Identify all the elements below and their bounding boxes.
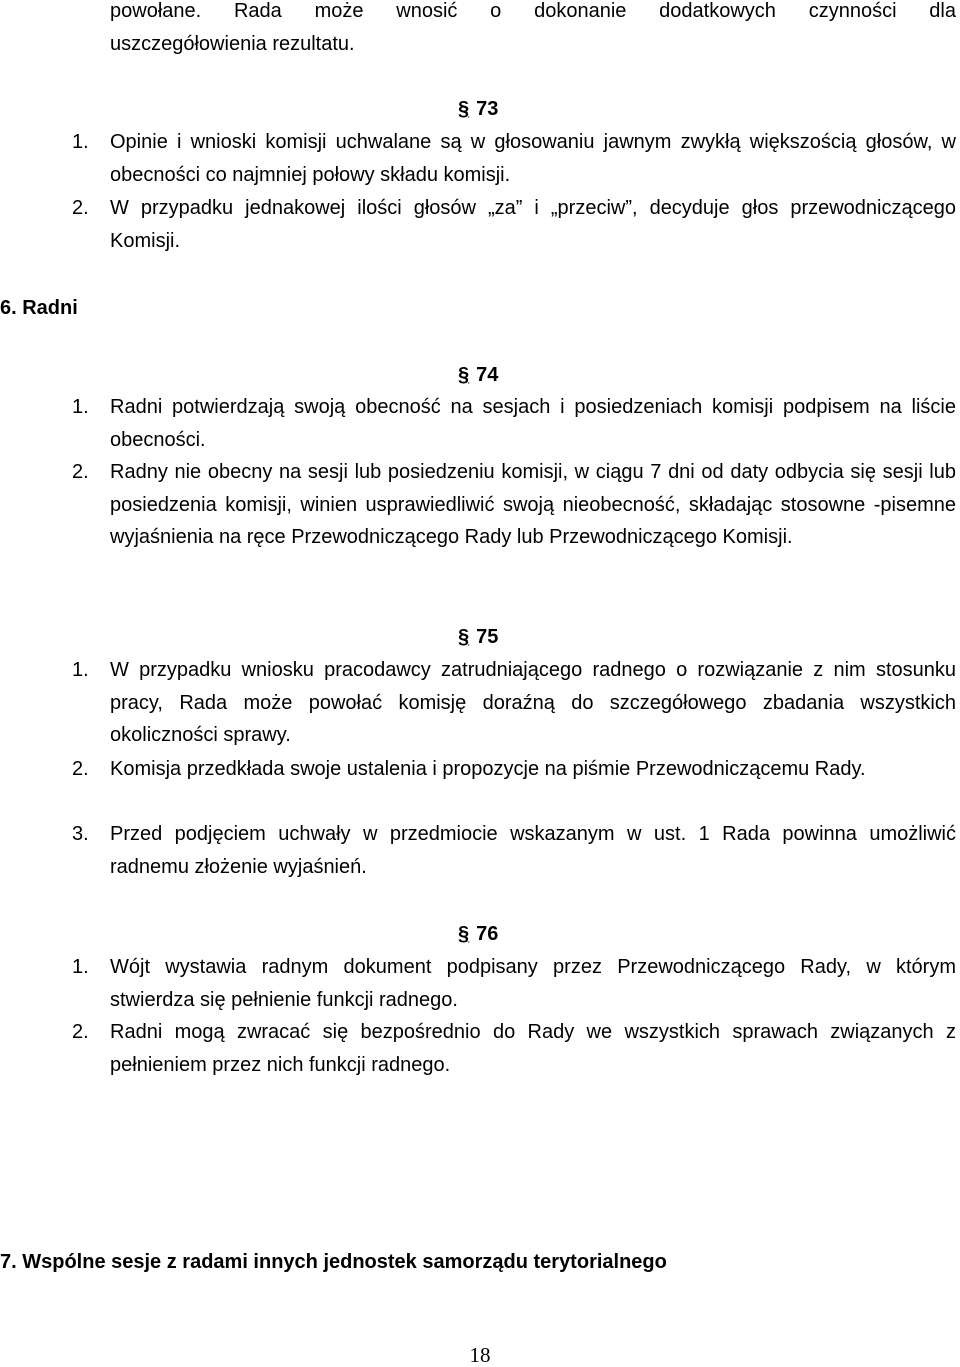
list-item xyxy=(0,126,956,191)
page-number: 18 xyxy=(469,1343,491,1367)
item-text: Przed podjęciem uchwały w przedmiocie wskazanym w ust. 1 Rada powinna umożliwić radnemu złożenie wyjaśnień. xyxy=(110,823,956,878)
intro-line-1: powołane. Rada może wnosić o dokonanie dodatkowych czynności dla xyxy=(110,0,956,22)
list-item xyxy=(0,1016,956,1081)
section-76-heading xyxy=(458,922,498,946)
paragraph-sign-icon: § xyxy=(458,98,470,120)
item-number: 1. xyxy=(72,956,89,978)
paragraph-sign-icon: § xyxy=(458,923,470,945)
item-number: 1. xyxy=(72,396,89,418)
section-75-heading xyxy=(458,625,498,649)
section-number: 73 xyxy=(476,98,499,120)
item-number: 2. xyxy=(72,197,89,219)
section-73-heading xyxy=(458,97,498,121)
intro-paragraph xyxy=(110,0,956,60)
item-text: Radni potwierdzają swoją obecność na sesjach i posiedzeniach komisji podpisem na liście obecności. xyxy=(110,396,956,451)
item-text: W przypadku jednakowej ilości głosów „za” i „przeciw”, decyduje głos przewodniczącego Komisji. xyxy=(110,197,956,252)
section-74-heading xyxy=(458,363,498,387)
list-item xyxy=(0,391,956,456)
list-item xyxy=(0,654,956,752)
intro-line-2: uszczegółowienia rezultatu. xyxy=(110,32,355,55)
section-number: 76 xyxy=(476,923,499,945)
list-item xyxy=(0,456,956,554)
item-number: 2. xyxy=(72,1021,89,1043)
item-number: 1. xyxy=(72,131,89,153)
list-item xyxy=(0,818,956,883)
item-text: W przypadku wniosku pracodawcy zatrudniającego radnego o rozwiązanie z nim stosunku pracy, Rada może powołać komisję doraźną do szczegółowego zbadania wszystkich okoliczności sprawy. xyxy=(110,659,956,746)
list-item xyxy=(0,951,956,1016)
paragraph-sign-icon: § xyxy=(458,364,470,386)
item-number: 1. xyxy=(72,659,89,681)
item-text: Wójt wystawia radnym dokument podpisany przez Przewodniczącego Rady, w którym stwierdza się pełnienie funkcji radnego. xyxy=(110,956,956,1011)
item-number: 2. xyxy=(72,758,89,780)
item-text: Komisja przedkłada swoje ustalenia i propozycje na piśmie Przewodniczącemu Rady. xyxy=(110,758,866,780)
paragraph-sign-icon: § xyxy=(458,626,470,648)
item-number: 2. xyxy=(72,461,89,483)
list-item xyxy=(0,192,956,257)
list-item xyxy=(0,753,956,786)
item-text: Opinie i wnioski komisji uchwalane są w głosowaniu jawnym zwykłą większością głosów, w obecności co najmniej połowy składu komisji. xyxy=(110,131,956,186)
section-number: 75 xyxy=(476,626,499,648)
item-text: Radny nie obecny na sesji lub posiedzeniu komisji, w ciągu 7 dni od daty odbycia się sesji lub posiedzenia komisji, winien usprawiedliwić swoją nieobecność, składając stosowne -pisemne wyjaśnienia na ręce Przewodniczącego Rady lub Przewodniczącego Komisji. xyxy=(110,461,956,548)
section-number: 74 xyxy=(476,364,499,386)
chapter-heading: 7. Wspólne sesje z radami innych jednostek samorządu terytorialnego xyxy=(0,1251,667,1273)
item-number: 3. xyxy=(72,823,89,845)
chapter-heading: 6. Radni xyxy=(0,297,78,319)
item-text: Radni mogą zwracać się bezpośrednio do Rady we wszystkich sprawach związanych z pełnieniem przez nich funkcji radnego. xyxy=(110,1021,956,1076)
